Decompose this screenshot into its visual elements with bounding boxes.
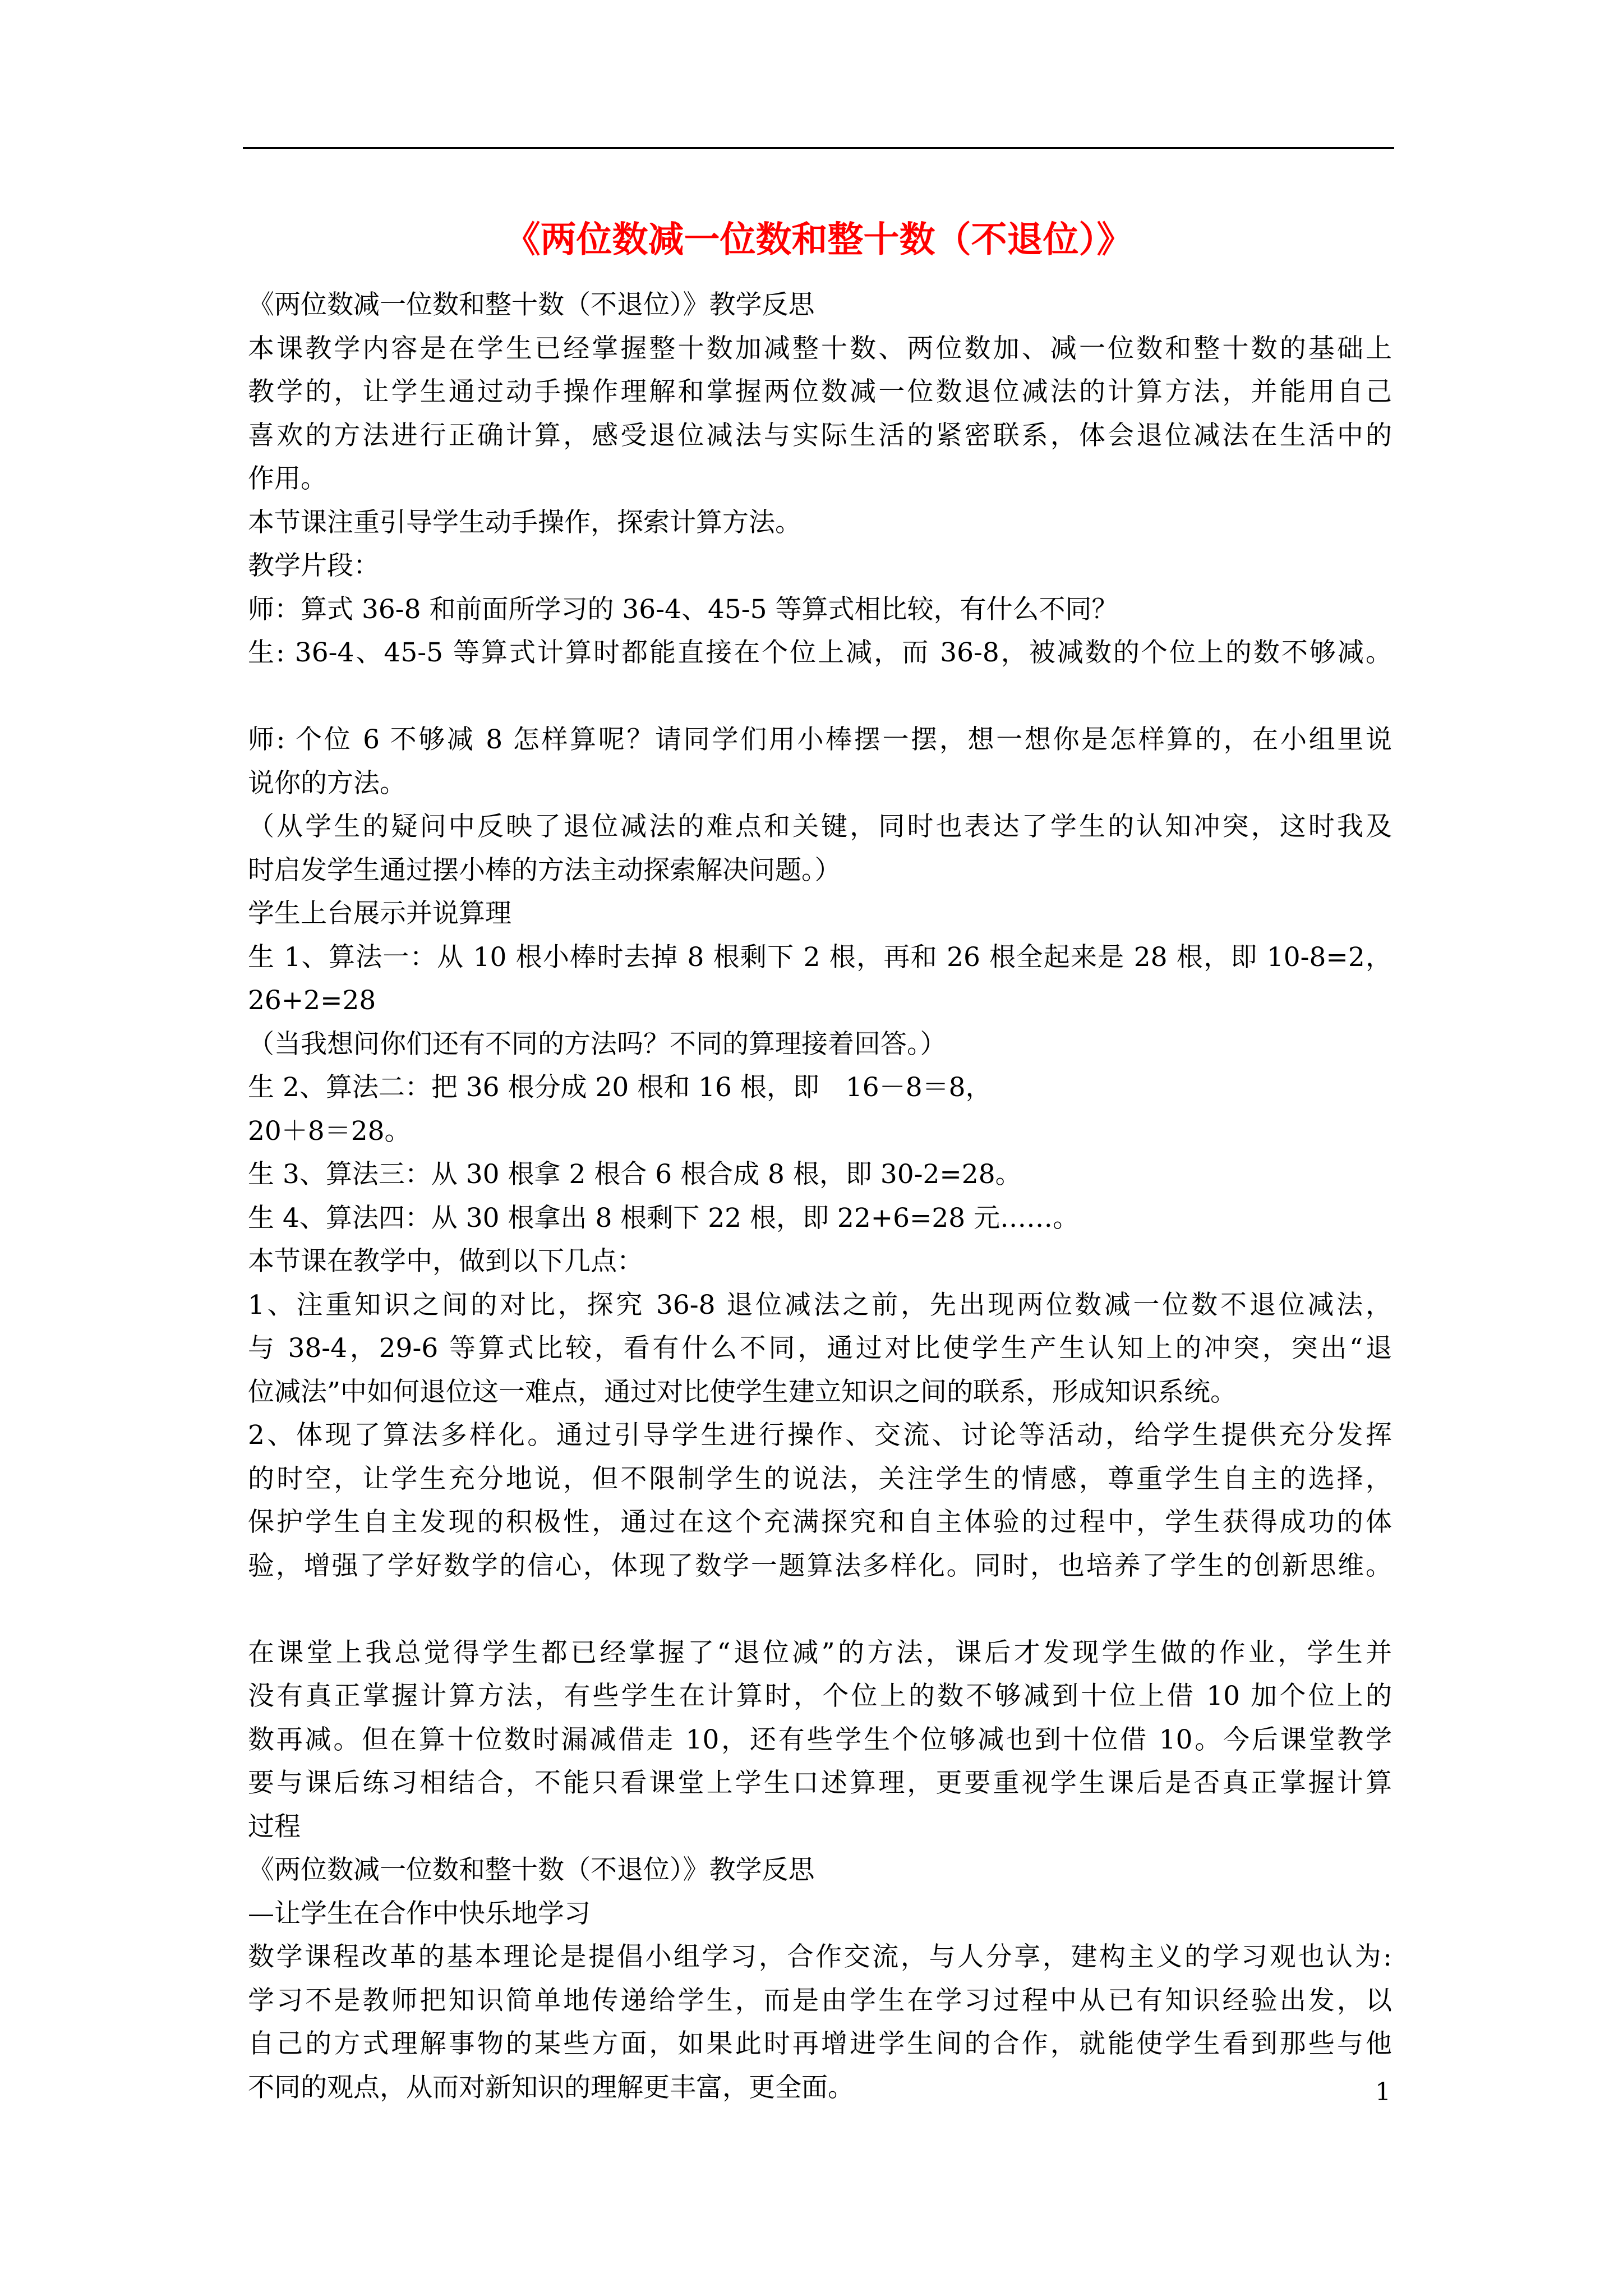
text-line: —让学生在合作中快乐地学习 (248, 1898, 591, 1929)
text-line: 20＋8＝28。 (248, 1115, 411, 1147)
text-line: 2、体现了算法多样化。通过引导学生进行操作、交流、讨论等活动，给学生提供充分发挥 (248, 1420, 1392, 1451)
header-rule (243, 147, 1394, 149)
blank-line (248, 675, 1392, 719)
blank-line (248, 1588, 1392, 1631)
text-line: 学生上台展示并说算理 (248, 898, 511, 929)
text-line: 生 1、算法一：从 10 根小棒时去掉 8 根剩下 2 根，再和 26 根全起来是 28 根，即 10-8=2， (248, 941, 1392, 973)
text-line: 《两位数减一位数和整十数（不退位）》教学反思 (248, 1855, 815, 1885)
text-line: 与 38-4，29-6 等算式比较，看有什么不同，通过对比使学生产生认知上的冲突，突出“退 (248, 1333, 1392, 1364)
text-line: 数再减。但在算十位数时漏减借走 10，还有些学生个位够减也到十位借 10。今后课堂教学 (248, 1724, 1392, 1755)
text-line: 本节课在教学中，做到以下几点： (248, 1246, 643, 1277)
text-line: 生 3、算法三：从 30 根拿 2 根合 6 根合成 8 根，即 30-2=28。 (248, 1159, 1022, 1190)
text-line: 本节课注重引导学生动手操作，探索计算方法。 (248, 507, 801, 538)
text-line: （从学生的疑问中反映了退位减法的难点和关键，同时也表达了学生的认知冲突，这时我及 (248, 811, 1392, 842)
text-line: 不同的观点，从而对新知识的理解更丰富，更全面。 (248, 2072, 854, 2103)
text-line: 时启发学生通过摆小棒的方法主动探索解决问题。） (248, 854, 841, 886)
text-line: 教学的，让学生通过动手操作理解和掌握两位数减一位数退位减法的计算方法，并能用自己 (248, 376, 1392, 407)
text-line: 学习不是教师把知识简单地传递给学生，而是由学生在学习过程中从已有知识经验出发，以 (248, 1985, 1392, 2016)
text-line: 在课堂上我总觉得学生都已经掌握了“退位减”的方法，课后才发现学生做的作业，学生并 (248, 1637, 1392, 1668)
text-line: 要与课后练习相结合，不能只看课堂上学生口述算理，更要重视学生课后是否真正掌握计算 (248, 1768, 1392, 1798)
text-line: 师: 个位 6 不够减 8 怎样算呢？请同学们用小棒摆一摆，想一想你是怎样算的，在小组里说 (248, 724, 1392, 755)
text-line: 作用。 (248, 463, 327, 494)
text-line: 1、注重知识之间的对比，探究 36-8 退位减法之前，先出现两位数减一位数不退位减法， (248, 1289, 1392, 1320)
text-line: 生 4、算法四：从 30 根拿出 8 根剩下 22 根，即 22+6=28 元……。 (248, 1202, 1080, 1234)
text-line: 教学片段： (248, 550, 380, 581)
text-line: 生: 36-4、45-5 等算式计算时都能直接在个位上减，而 36-8，被减数的个位上的数不够减。 (248, 637, 1392, 668)
page-number: 1 (1375, 2078, 1391, 2106)
text-line: 自己的方式理解事物的某些方面，如果此时再增进学生间的合作，就能使学生看到那些与他 (248, 2028, 1392, 2059)
text-line: 师：算式 36-8 和前面所学习的 36-4、45-5 等算式相比较，有什么不同？ (248, 593, 1118, 625)
text-line: 保护学生自主发现的积极性，通过在这个充满探究和自主体验的过程中，学生获得成功的体 (248, 1507, 1392, 1538)
text-line: 数学课程改革的基本理论是提倡小组学习，合作交流，与人分享，建构主义的学习观也认为: (248, 1941, 1392, 1972)
text-line: 26+2=28 (248, 985, 376, 1016)
document-body (248, 283, 1392, 2109)
text-line: 说你的方法。 (248, 767, 406, 799)
text-line: 《两位数减一位数和整十数（不退位）》教学反思 (248, 289, 815, 320)
text-line: 过程 (248, 1811, 301, 1842)
text-line: 位减法”中如何退位这一难点，通过对比使学生建立知识之间的联系，形成知识系统。 (248, 1376, 1237, 1407)
text-line: 本课教学内容是在学生已经掌握整十数加减整十数、两位数加、减一位数和整十数的基础上 (248, 333, 1392, 364)
text-line: 喜欢的方法进行正确计算，感受退位减法与实际生活的紧密联系，体会退位减法在生活中的 (248, 420, 1392, 451)
text-line: 验，增强了学好数学的信心，体现了数学一题算法多样化。同时，也培养了学生的创新思维。 (248, 1550, 1392, 1581)
text-line: 的时空，让学生充分地说，但不限制学生的说法，关注学生的情感，尊重学生自主的选择， (248, 1463, 1392, 1494)
text-line: 没有真正掌握计算方法，有些学生在计算时，个位上的数不够减到十位上借 10 加个位上的 (248, 1681, 1392, 1711)
document-title: 《两位数减一位数和整十数（不退位）》 (504, 219, 1133, 261)
text-line: 生 2、算法二：把 36 根分成 20 根和 16 根，即 16－8＝8， (248, 1072, 992, 1103)
text-line: （当我想问你们还有不同的方法吗？不同的算理接着回答。） (248, 1028, 947, 1060)
